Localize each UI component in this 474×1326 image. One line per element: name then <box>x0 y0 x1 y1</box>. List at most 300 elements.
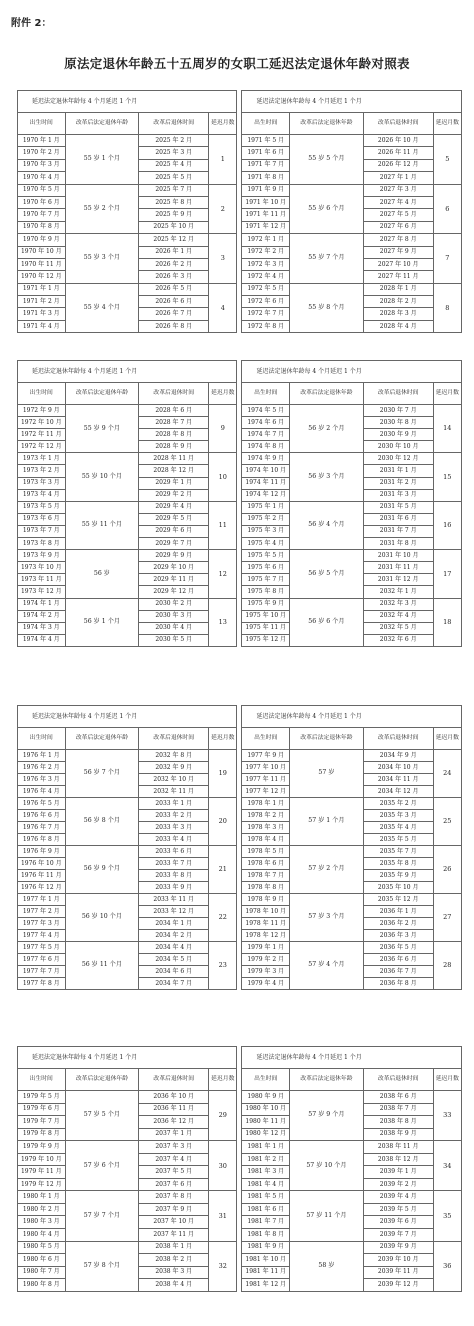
retirement-time-cell: 2036 年 10 月 <box>139 1091 209 1104</box>
birth-date-cell: 1974 年 10 月 <box>242 465 290 477</box>
birth-date-cell: 1975 年 5 月 <box>242 550 290 562</box>
birth-date-cell: 1972 年 9 月 <box>18 405 66 417</box>
birth-date-cell: 1971 年 8 月 <box>242 172 290 184</box>
birth-date-cell: 1970 年 7 月 <box>18 209 66 221</box>
birth-date-cell: 1981 年 2 月 <box>242 1153 290 1166</box>
retirement-time-cell: 2034 年 6 月 <box>139 966 209 978</box>
retirement-age-cell: 55 岁 5 个月 <box>290 135 364 185</box>
retirement-time-cell: 2031 年 7 月 <box>363 525 433 537</box>
retirement-time-cell: 2039 年 4 月 <box>363 1191 433 1204</box>
retirement-time-cell: 2030 年 10 月 <box>363 441 433 453</box>
birth-date-cell: 1974 年 3 月 <box>18 622 66 634</box>
birth-date-cell: 1974 年 2 月 <box>18 610 66 622</box>
retirement-age-header: 改革后法定退休年龄 <box>65 728 139 750</box>
retirement-time-cell: 2035 年 12 月 <box>363 894 433 906</box>
birth-date-cell: 1978 年 10 月 <box>242 906 290 918</box>
birth-date-cell: 1979 年 2 月 <box>242 954 290 966</box>
delay-months-cell: 11 <box>209 501 237 549</box>
retirement-age-header: 改革后法定退休年龄 <box>65 1069 139 1091</box>
retirement-time-cell: 2030 年 3 月 <box>139 610 209 622</box>
birth-date-cell: 1971 年 3 月 <box>18 308 66 320</box>
retirement-time-cell: 2028 年 11 月 <box>139 453 209 465</box>
column-header-row <box>18 1069 462 1091</box>
table-row <box>18 501 462 513</box>
retirement-time-cell: 2033 年 9 月 <box>139 882 209 894</box>
birth-date-cell: 1978 年 12 月 <box>242 930 290 942</box>
birth-date-cell: 1972 年 6 月 <box>242 296 290 308</box>
retirement-time-cell: 2025 年 3 月 <box>139 147 209 159</box>
page-title: 原法定退休年龄五十五周岁的女职工延迟法定退休年龄对照表 <box>64 56 410 71</box>
retirement-time-cell: 2031 年 2 月 <box>363 477 433 489</box>
retirement-time-cell: 2034 年 2 月 <box>139 930 209 942</box>
birth-date-cell: 1974 年 5 月 <box>242 405 290 417</box>
retirement-time-cell: 2032 年 10 月 <box>139 774 209 786</box>
delay-months-cell: 30 <box>209 1141 237 1191</box>
birth-date-cell: 1973 年 10 月 <box>18 562 66 574</box>
retirement-time-cell: 2029 年 9 月 <box>139 550 209 562</box>
retirement-time-cell: 2036 年 6 月 <box>363 954 433 966</box>
comparison-table-section-4 <box>17 1046 462 1292</box>
birth-date-cell: 1973 年 4 月 <box>18 489 66 501</box>
delay-months-cell: 36 <box>433 1241 461 1291</box>
birth-date-cell: 1974 年 8 月 <box>242 441 290 453</box>
section-heading-right: 延迟法定退休年龄每 4 个月延迟 1 个月 <box>242 91 462 113</box>
retirement-time-cell: 2038 年 9 月 <box>363 1128 433 1141</box>
retirement-time-cell: 2033 年 12 月 <box>139 906 209 918</box>
birth-date-cell: 1977 年 3 月 <box>18 918 66 930</box>
retirement-time-cell: 2035 年 2 月 <box>363 798 433 810</box>
retirement-time-cell: 2032 年 9 月 <box>139 762 209 774</box>
retirement-time-cell: 2030 年 12 月 <box>363 453 433 465</box>
retirement-time-cell: 2030 年 5 月 <box>139 634 209 646</box>
retirement-time-cell: 2035 年 9 月 <box>363 870 433 882</box>
retirement-time-cell: 2039 年 2 月 <box>363 1178 433 1191</box>
retirement-time-cell: 2029 年 10 月 <box>139 562 209 574</box>
birth-date-cell: 1972 年 5 月 <box>242 283 290 295</box>
birth-date-header: 出生时间 <box>242 1069 290 1091</box>
retirement-time-cell: 2039 年 6 月 <box>363 1216 433 1229</box>
birth-date-cell: 1971 年 1 月 <box>18 283 66 295</box>
retirement-time-cell: 2038 年 6 月 <box>363 1091 433 1104</box>
delay-months-cell: 29 <box>209 1091 237 1141</box>
birth-date-cell: 1977 年 4 月 <box>18 930 66 942</box>
retirement-time-cell: 2036 年 7 月 <box>363 966 433 978</box>
delay-months-cell: 32 <box>209 1241 237 1291</box>
retirement-time-cell: 2034 年 12 月 <box>363 786 433 798</box>
birth-date-cell: 1978 年 1 月 <box>242 798 290 810</box>
retirement-time-cell: 2030 年 4 月 <box>139 622 209 634</box>
delay-months-cell: 7 <box>433 234 461 284</box>
retirement-time-cell: 2028 年 1 月 <box>363 283 433 295</box>
delay-months-cell: 1 <box>209 135 237 185</box>
retirement-time-cell: 2025 年 12 月 <box>139 234 209 246</box>
retirement-time-cell: 2025 年 8 月 <box>139 196 209 208</box>
retirement-age-cell: 57 岁 4 个月 <box>290 942 364 990</box>
birth-date-cell: 1980 年 2 月 <box>18 1203 66 1216</box>
table-row <box>18 453 462 465</box>
retirement-time-cell: 2031 年 10 月 <box>363 550 433 562</box>
column-header-row <box>18 383 462 405</box>
retirement-age-cell: 55 岁 1 个月 <box>65 135 139 185</box>
retirement-time-cell: 2039 年 7 月 <box>363 1229 433 1242</box>
birth-date-cell: 1971 年 5 月 <box>242 135 290 147</box>
retirement-time-cell: 2026 年 3 月 <box>139 271 209 283</box>
retirement-time-cell: 2032 年 11 月 <box>139 786 209 798</box>
delay-months-header: 延迟月数 <box>209 113 237 135</box>
retirement-time-header: 改革后退休时间 <box>363 113 433 135</box>
retirement-time-cell: 2029 年 1 月 <box>139 477 209 489</box>
delay-months-header: 延迟月数 <box>433 383 461 405</box>
retirement-time-cell: 2037 年 10 月 <box>139 1216 209 1229</box>
delay-months-header: 延迟月数 <box>209 383 237 405</box>
delay-months-cell: 4 <box>209 283 237 333</box>
birth-date-cell: 1976 年 3 月 <box>18 774 66 786</box>
retirement-age-cell: 56 岁 2 个月 <box>290 405 364 453</box>
retirement-time-cell: 2036 年 5 月 <box>363 942 433 954</box>
delay-months-cell: 27 <box>433 894 461 942</box>
birth-date-cell: 1980 年 10 月 <box>242 1103 290 1116</box>
birth-date-cell: 1973 年 5 月 <box>18 501 66 513</box>
retirement-time-cell: 2039 年 9 月 <box>363 1241 433 1254</box>
retirement-age-cell: 55 岁 11 个月 <box>65 501 139 549</box>
table-row <box>18 750 462 762</box>
table-row <box>18 184 462 196</box>
retirement-age-cell: 56 岁 9 个月 <box>65 846 139 894</box>
delay-months-cell: 18 <box>433 598 461 646</box>
birth-date-cell: 1977 年 7 月 <box>18 966 66 978</box>
delay-months-header: 延迟月数 <box>433 1069 461 1091</box>
birth-date-cell: 1975 年 8 月 <box>242 586 290 598</box>
retirement-time-cell: 2037 年 5 月 <box>139 1166 209 1179</box>
retirement-time-cell: 2027 年 6 月 <box>363 221 433 233</box>
retirement-time-cell: 2025 年 9 月 <box>139 209 209 221</box>
retirement-time-cell: 2034 年 9 月 <box>363 750 433 762</box>
birth-date-cell: 1980 年 8 月 <box>18 1279 66 1292</box>
birth-date-cell: 1975 年 7 月 <box>242 574 290 586</box>
retirement-time-cell: 2039 年 5 月 <box>363 1203 433 1216</box>
column-header-row <box>18 113 462 135</box>
retirement-time-cell: 2028 年 7 月 <box>139 417 209 429</box>
section-heading-left: 延迟法定退休年龄每 4 个月延迟 1 个月 <box>18 706 237 728</box>
birth-date-cell: 1973 年 1 月 <box>18 453 66 465</box>
birth-date-cell: 1972 年 8 月 <box>242 320 290 332</box>
retirement-time-cell: 2035 年 3 月 <box>363 810 433 822</box>
table-row <box>18 894 462 906</box>
delay-months-cell: 12 <box>209 550 237 598</box>
retirement-time-cell: 2039 年 10 月 <box>363 1254 433 1267</box>
birth-date-cell: 1979 年 1 月 <box>242 942 290 954</box>
birth-date-cell: 1973 年 9 月 <box>18 550 66 562</box>
birth-date-cell: 1976 年 8 月 <box>18 834 66 846</box>
retirement-time-cell: 2037 年 9 月 <box>139 1203 209 1216</box>
retirement-time-cell: 2033 年 4 月 <box>139 834 209 846</box>
section-heading-row <box>18 361 462 383</box>
birth-date-cell: 1976 年 4 月 <box>18 786 66 798</box>
birth-date-cell: 1972 年 12 月 <box>18 441 66 453</box>
birth-date-cell: 1972 年 11 月 <box>18 429 66 441</box>
delay-months-cell: 8 <box>433 283 461 333</box>
birth-date-cell: 1977 年 9 月 <box>242 750 290 762</box>
section-heading-left: 延迟法定退休年龄每 4 个月延迟 1 个月 <box>18 91 237 113</box>
delay-months-cell: 16 <box>433 501 461 549</box>
retirement-time-cell: 2029 年 12 月 <box>139 586 209 598</box>
birth-date-cell: 1981 年 11 月 <box>242 1266 290 1279</box>
retirement-time-cell: 2037 年 6 月 <box>139 1178 209 1191</box>
retirement-age-cell: 57 岁 5 个月 <box>65 1091 139 1141</box>
birth-date-cell: 1981 年 8 月 <box>242 1229 290 1242</box>
delay-months-header: 延迟月数 <box>209 1069 237 1091</box>
birth-date-cell: 1977 年 6 月 <box>18 954 66 966</box>
retirement-time-cell: 2037 年 3 月 <box>139 1141 209 1154</box>
retirement-time-cell: 2034 年 7 月 <box>139 978 209 990</box>
retirement-time-cell: 2033 年 3 月 <box>139 822 209 834</box>
birth-date-cell: 1974 年 12 月 <box>242 489 290 501</box>
table-row <box>18 798 462 810</box>
retirement-time-header: 改革后退休时间 <box>139 113 209 135</box>
retirement-time-cell: 2035 年 7 月 <box>363 846 433 858</box>
retirement-time-cell: 2026 年 1 月 <box>139 246 209 258</box>
section-heading-row <box>18 706 462 728</box>
birth-date-cell: 1977 年 5 月 <box>18 942 66 954</box>
birth-date-cell: 1972 年 7 月 <box>242 308 290 320</box>
birth-date-cell: 1977 年 8 月 <box>18 978 66 990</box>
retirement-time-cell: 2026 年 6 月 <box>139 296 209 308</box>
birth-date-cell: 1970 年 2 月 <box>18 147 66 159</box>
retirement-age-header: 改革后法定退休年龄 <box>290 728 364 750</box>
birth-date-cell: 1978 年 11 月 <box>242 918 290 930</box>
delay-months-cell: 35 <box>433 1191 461 1241</box>
retirement-time-header: 改革后退休时间 <box>139 728 209 750</box>
retirement-time-cell: 2029 年 6 月 <box>139 525 209 537</box>
birth-date-cell: 1977 年 1 月 <box>18 894 66 906</box>
delay-months-header: 延迟月数 <box>209 728 237 750</box>
birth-date-cell: 1975 年 4 月 <box>242 538 290 550</box>
comparison-table-section-3 <box>17 705 462 990</box>
attachment-label: 附件 2： <box>11 18 52 29</box>
section-heading-row <box>18 1047 462 1069</box>
retirement-time-cell: 2033 年 11 月 <box>139 894 209 906</box>
retirement-time-cell: 2029 年 4 月 <box>139 501 209 513</box>
birth-date-cell: 1971 年 4 月 <box>18 320 66 332</box>
retirement-time-cell: 2036 年 2 月 <box>363 918 433 930</box>
birth-date-cell: 1971 年 12 月 <box>242 221 290 233</box>
birth-date-header: 出生时间 <box>242 728 290 750</box>
birth-date-cell: 1970 年 5 月 <box>18 184 66 196</box>
retirement-time-cell: 2038 年 3 月 <box>139 1266 209 1279</box>
delay-months-cell: 5 <box>433 135 461 185</box>
birth-date-cell: 1979 年 8 月 <box>18 1128 66 1141</box>
birth-date-cell: 1976 年 10 月 <box>18 858 66 870</box>
birth-date-cell: 1977 年 11 月 <box>242 774 290 786</box>
column-header-row <box>18 728 462 750</box>
delay-months-cell: 17 <box>433 550 461 598</box>
retirement-time-cell: 2034 年 11 月 <box>363 774 433 786</box>
table-row <box>18 135 462 147</box>
birth-date-cell: 1980 年 11 月 <box>242 1116 290 1129</box>
delay-months-cell: 31 <box>209 1191 237 1241</box>
section-heading-row <box>18 91 462 113</box>
retirement-time-cell: 2026 年 12 月 <box>363 159 433 171</box>
birth-date-cell: 1971 年 11 月 <box>242 209 290 221</box>
section-heading-right: 延迟法定退休年龄每 4 个月延迟 1 个月 <box>242 361 462 383</box>
retirement-time-cell: 2027 年 1 月 <box>363 172 433 184</box>
retirement-time-cell: 2026 年 10 月 <box>363 135 433 147</box>
delay-months-cell: 15 <box>433 453 461 501</box>
retirement-time-cell: 2030 年 7 月 <box>363 405 433 417</box>
retirement-age-cell: 56 岁 10 个月 <box>65 894 139 942</box>
table-row <box>18 942 462 954</box>
birth-date-cell: 1981 年 7 月 <box>242 1216 290 1229</box>
retirement-time-cell: 2038 年 1 月 <box>139 1241 209 1254</box>
birth-date-cell: 1977 年 2 月 <box>18 906 66 918</box>
birth-date-cell: 1974 年 1 月 <box>18 598 66 610</box>
retirement-time-cell: 2029 年 5 月 <box>139 513 209 525</box>
birth-date-cell: 1970 年 9 月 <box>18 234 66 246</box>
birth-date-cell: 1970 年 6 月 <box>18 196 66 208</box>
delay-months-header: 延迟月数 <box>433 113 461 135</box>
birth-date-cell: 1971 年 7 月 <box>242 159 290 171</box>
birth-date-cell: 1981 年 12 月 <box>242 1279 290 1292</box>
retirement-time-cell: 2026 年 7 月 <box>139 308 209 320</box>
birth-date-cell: 1975 年 9 月 <box>242 598 290 610</box>
retirement-age-cell: 55 岁 3 个月 <box>65 234 139 284</box>
birth-date-cell: 1978 年 5 月 <box>242 846 290 858</box>
retirement-time-cell: 2026 年 8 月 <box>139 320 209 332</box>
retirement-time-cell: 2033 年 2 月 <box>139 810 209 822</box>
comparison-table-section-1 <box>17 90 462 333</box>
section-heading-left: 延迟法定退休年龄每 4 个月延迟 1 个月 <box>18 361 237 383</box>
birth-date-cell: 1980 年 1 月 <box>18 1191 66 1204</box>
retirement-time-cell: 2034 年 1 月 <box>139 918 209 930</box>
retirement-age-cell: 57 岁 8 个月 <box>65 1241 139 1291</box>
delay-months-cell: 13 <box>209 598 237 646</box>
retirement-time-cell: 2027 年 10 月 <box>363 258 433 270</box>
retirement-time-cell: 2038 年 11 月 <box>363 1141 433 1154</box>
birth-date-cell: 1981 年 5 月 <box>242 1191 290 1204</box>
retirement-time-cell: 2027 年 8 月 <box>363 234 433 246</box>
retirement-age-cell: 56 岁 11 个月 <box>65 942 139 990</box>
birth-date-cell: 1980 年 9 月 <box>242 1091 290 1104</box>
birth-date-header: 出生时间 <box>18 383 66 405</box>
birth-date-header: 出生时间 <box>242 383 290 405</box>
retirement-age-header: 改革后法定退休年龄 <box>290 1069 364 1091</box>
retirement-time-cell: 2036 年 11 月 <box>139 1103 209 1116</box>
retirement-age-cell: 56 岁 8 个月 <box>65 798 139 846</box>
birth-date-cell: 1976 年 11 月 <box>18 870 66 882</box>
birth-date-cell: 1978 年 7 月 <box>242 870 290 882</box>
birth-date-cell: 1980 年 12 月 <box>242 1128 290 1141</box>
retirement-time-cell: 2028 年 6 月 <box>139 405 209 417</box>
retirement-time-cell: 2034 年 4 月 <box>139 942 209 954</box>
birth-date-cell: 1973 年 2 月 <box>18 465 66 477</box>
retirement-time-cell: 2037 年 11 月 <box>139 1229 209 1242</box>
birth-date-cell: 1976 年 6 月 <box>18 810 66 822</box>
birth-date-cell: 1971 年 10 月 <box>242 196 290 208</box>
retirement-time-cell: 2032 年 3 月 <box>363 598 433 610</box>
retirement-time-cell: 2036 年 12 月 <box>139 1116 209 1129</box>
delay-months-cell: 2 <box>209 184 237 234</box>
table-row <box>18 598 462 610</box>
birth-date-cell: 1978 年 2 月 <box>242 810 290 822</box>
retirement-time-cell: 2028 年 8 月 <box>139 429 209 441</box>
retirement-age-header: 改革后法定退休年龄 <box>290 113 364 135</box>
birth-date-cell: 1979 年 5 月 <box>18 1091 66 1104</box>
retirement-time-cell: 2037 年 4 月 <box>139 1153 209 1166</box>
retirement-time-cell: 2029 年 11 月 <box>139 574 209 586</box>
retirement-age-cell: 57 岁 1 个月 <box>290 798 364 846</box>
birth-date-cell: 1979 年 12 月 <box>18 1178 66 1191</box>
retirement-age-cell: 55 岁 10 个月 <box>65 453 139 501</box>
retirement-time-cell: 2032 年 5 月 <box>363 622 433 634</box>
retirement-time-cell: 2028 年 3 月 <box>363 308 433 320</box>
birth-date-cell: 1975 年 1 月 <box>242 501 290 513</box>
retirement-age-cell: 57 岁 6 个月 <box>65 1141 139 1191</box>
birth-date-cell: 1978 年 3 月 <box>242 822 290 834</box>
birth-date-cell: 1979 年 6 月 <box>18 1103 66 1116</box>
birth-date-cell: 1978 年 9 月 <box>242 894 290 906</box>
retirement-time-cell: 2025 年 10 月 <box>139 221 209 233</box>
retirement-age-header: 改革后法定退休年龄 <box>65 383 139 405</box>
retirement-time-cell: 2031 年 6 月 <box>363 513 433 525</box>
birth-date-cell: 1980 年 6 月 <box>18 1254 66 1267</box>
birth-date-cell: 1978 年 4 月 <box>242 834 290 846</box>
birth-date-cell: 1976 年 1 月 <box>18 750 66 762</box>
delay-months-cell: 14 <box>433 405 461 453</box>
birth-date-cell: 1976 年 5 月 <box>18 798 66 810</box>
retirement-time-cell: 2031 年 11 月 <box>363 562 433 574</box>
retirement-time-cell: 2034 年 5 月 <box>139 954 209 966</box>
retirement-age-cell: 57 岁 11 个月 <box>290 1191 364 1241</box>
retirement-age-cell: 57 岁 7 个月 <box>65 1191 139 1241</box>
birth-date-cell: 1974 年 7 月 <box>242 429 290 441</box>
retirement-age-cell: 55 岁 6 个月 <box>290 184 364 234</box>
retirement-age-cell: 55 岁 8 个月 <box>290 283 364 333</box>
birth-date-cell: 1970 年 8 月 <box>18 221 66 233</box>
retirement-time-cell: 2035 年 5 月 <box>363 834 433 846</box>
retirement-time-cell: 2029 年 7 月 <box>139 538 209 550</box>
birth-date-cell: 1975 年 3 月 <box>242 525 290 537</box>
birth-date-cell: 1975 年 2 月 <box>242 513 290 525</box>
retirement-time-cell: 2033 年 1 月 <box>139 798 209 810</box>
retirement-time-header: 改革后退休时间 <box>363 728 433 750</box>
birth-date-cell: 1977 年 12 月 <box>242 786 290 798</box>
retirement-time-cell: 2025 年 2 月 <box>139 135 209 147</box>
birth-date-cell: 1979 年 9 月 <box>18 1141 66 1154</box>
retirement-time-cell: 2027 年 4 月 <box>363 196 433 208</box>
retirement-time-cell: 2030 年 9 月 <box>363 429 433 441</box>
retirement-age-cell: 57 岁 3 个月 <box>290 894 364 942</box>
birth-date-cell: 1981 年 1 月 <box>242 1141 290 1154</box>
birth-date-cell: 1975 年 10 月 <box>242 610 290 622</box>
birth-date-header: 出生时间 <box>18 728 66 750</box>
delay-months-cell: 33 <box>433 1091 461 1141</box>
retirement-time-cell: 2031 年 3 月 <box>363 489 433 501</box>
retirement-time-header: 改革后退休时间 <box>363 383 433 405</box>
birth-date-cell: 1972 年 2 月 <box>242 246 290 258</box>
retirement-age-cell: 56 岁 5 个月 <box>290 550 364 598</box>
birth-date-cell: 1981 年 10 月 <box>242 1254 290 1267</box>
birth-date-cell: 1976 年 12 月 <box>18 882 66 894</box>
retirement-time-cell: 2036 年 1 月 <box>363 906 433 918</box>
section-heading-right: 延迟法定退休年龄每 4 个月延迟 1 个月 <box>242 1047 462 1069</box>
retirement-time-cell: 2029 年 2 月 <box>139 489 209 501</box>
retirement-age-cell: 56 岁 3 个月 <box>290 453 364 501</box>
retirement-time-cell: 2039 年 1 月 <box>363 1166 433 1179</box>
delay-months-cell: 21 <box>209 846 237 894</box>
retirement-time-cell: 2038 年 2 月 <box>139 1254 209 1267</box>
birth-date-cell: 1971 年 6 月 <box>242 147 290 159</box>
retirement-time-header: 改革后退休时间 <box>139 383 209 405</box>
